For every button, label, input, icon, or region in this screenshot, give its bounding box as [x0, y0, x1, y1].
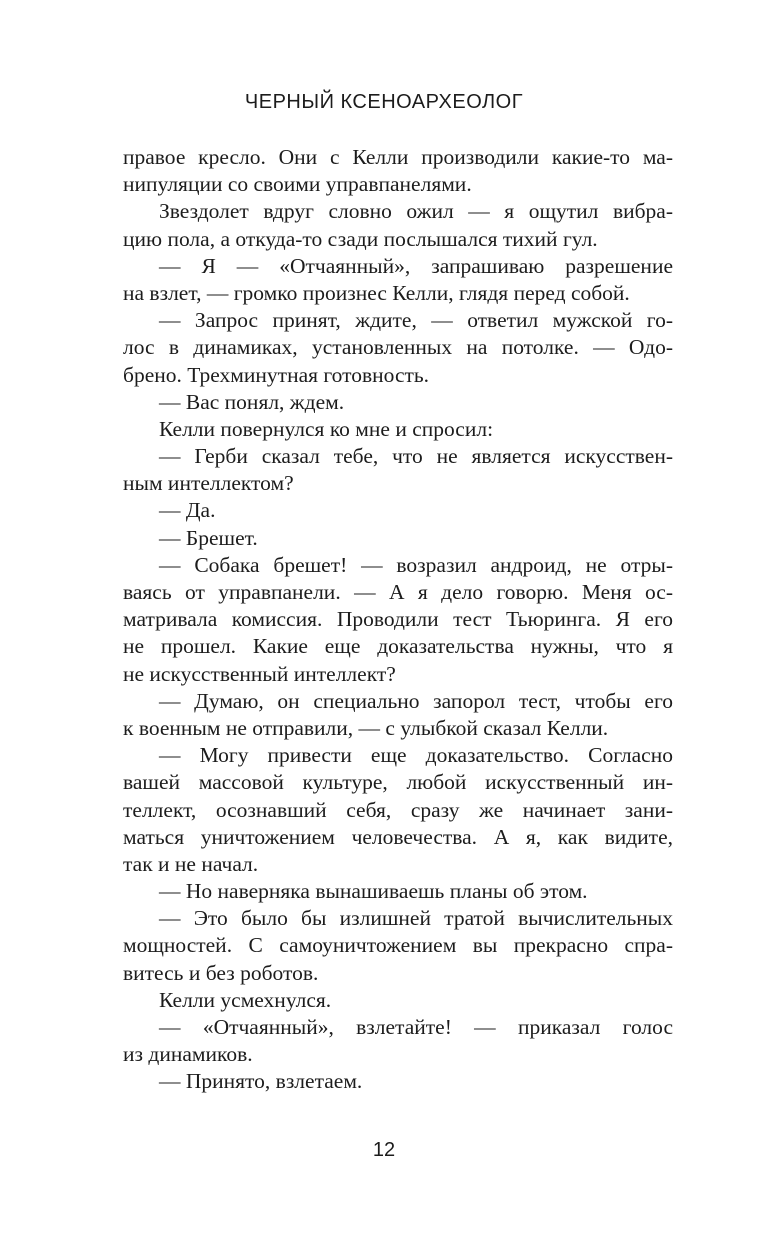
- text-line: так и не начал.: [123, 851, 259, 876]
- text-line: — Вас понял, ждем.: [159, 389, 345, 414]
- text-line: — Но наверняка вынашиваешь планы об этом.: [159, 879, 588, 904]
- text-line: — Брешет.: [159, 525, 258, 550]
- text-line: цию пола, а откуда-то сзади послышался тихий гул.: [123, 226, 598, 251]
- text-line: вашей массовой культуре, любой искусственный ин-: [123, 770, 673, 795]
- text-line: Келли усмехнулся.: [159, 987, 332, 1012]
- text-line: из динамиков.: [123, 1042, 253, 1067]
- text-line: на взлет, — громко произнес Келли, глядя перед собой.: [123, 280, 630, 305]
- text-line: — Да.: [159, 498, 216, 523]
- text-line: витесь и без роботов.: [123, 960, 319, 985]
- body-text: [123, 144, 673, 1096]
- text-line: ваясь от управпанели. — А я дело говорю. Меня ос-: [123, 580, 673, 604]
- text-line: не прошел. Какие еще доказательства нужны, что я: [123, 634, 673, 659]
- text-line: нипуляции со своими управпанелями.: [123, 172, 472, 197]
- text-line: мощностей. С самоуничтожением вы прекрасно спра-: [123, 933, 673, 958]
- text-line: — Принято, взлетаем.: [159, 1069, 363, 1094]
- running-head: ЧЕРНЫЙ КСЕНОАРХЕОЛОГ: [244, 91, 524, 113]
- text-line: к военным не отправили, — с улыбкой сказал Келли.: [123, 715, 609, 740]
- text-line: теллект, осознавший себя, сразу же начинает зани-: [123, 797, 673, 822]
- text-line: — Думаю, он специально запорол тест, чтобы его: [159, 688, 673, 713]
- text-line: не искусственный интеллект?: [123, 661, 396, 686]
- text-line: брено. Трехминутная готовность.: [123, 362, 430, 387]
- text-line: ным интеллектом?: [123, 471, 294, 496]
- text-line: лос в динамиках, установленных на потолке. — Одо-: [123, 335, 673, 360]
- text-line: — Герби сказал тебе, что не является искусствен-: [159, 444, 673, 469]
- text-line: — Я — «Отчаянный», запрашиваю разрешение: [159, 253, 673, 278]
- text-line: — Могу привести еще доказательство. Согласно: [159, 743, 673, 768]
- text-line: — Собака брешет! — возразил андроид, не отры-: [159, 552, 673, 577]
- text-line: матривала комиссия. Проводили тест Тьюринга. Я его: [123, 607, 673, 632]
- text-line: — «Отчаянный», взлетайте! — приказал голос: [159, 1015, 673, 1039]
- text-line: правое кресло. Они с Келли производили какие-то ма-: [123, 145, 673, 169]
- text-line: — Запрос принят, ждите, — ответил мужской го-: [159, 308, 673, 333]
- text-line: Келли повернулся ко мне и спросил:: [159, 416, 494, 441]
- page-number: 12: [372, 1139, 396, 1161]
- text-line: — Это было бы излишней тратой вычислительных: [159, 906, 673, 931]
- text-line: Звездолет вдруг словно ожил — я ощутил вибра-: [159, 199, 673, 224]
- text-line: маться уничтожением человечества. А я, как видите,: [123, 824, 673, 849]
